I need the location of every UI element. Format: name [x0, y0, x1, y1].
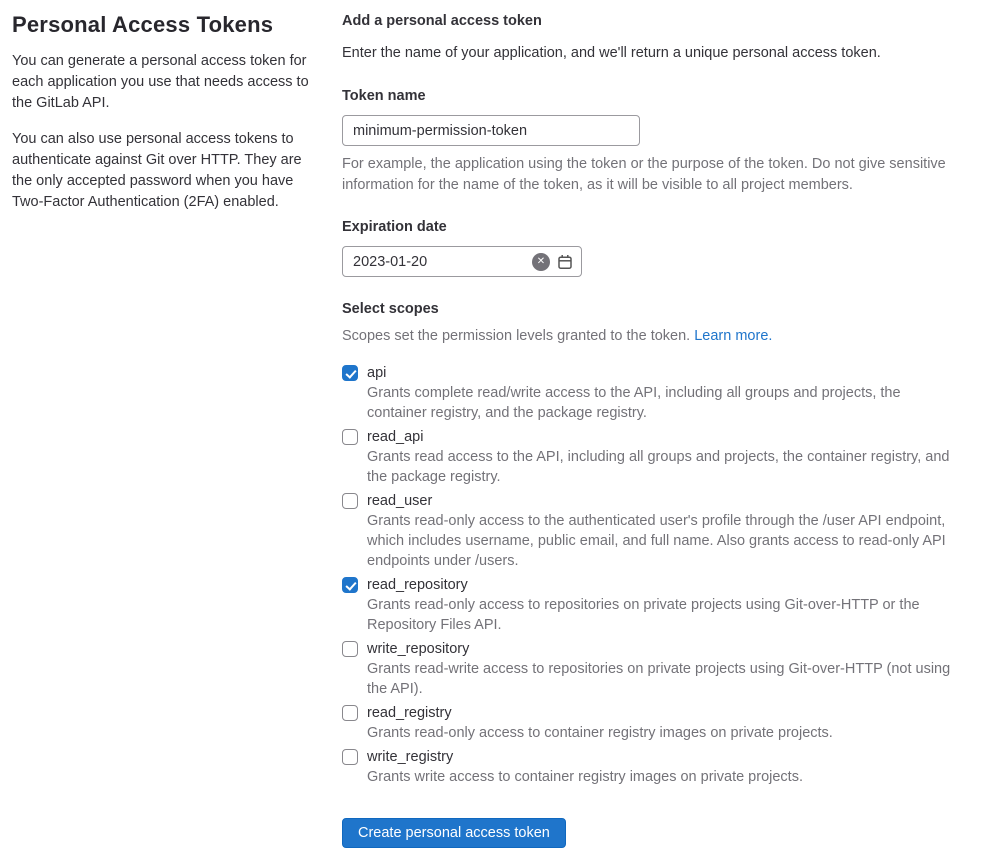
- calendar-icon[interactable]: [557, 254, 573, 270]
- scope-description: Grants write access to container registry images on private projects.: [367, 769, 803, 785]
- scope-row-read-user[interactable]: [342, 491, 963, 511]
- scopes-list: [342, 363, 963, 787]
- scope-item-write-registry: [342, 747, 963, 787]
- checkbox-api[interactable]: [342, 365, 358, 381]
- checkbox-write-repository[interactable]: [342, 641, 358, 657]
- scope-item-write-repository: [342, 639, 963, 699]
- scope-row-write-registry[interactable]: [342, 747, 963, 767]
- checkbox-read-registry[interactable]: [342, 705, 358, 721]
- intro-paragraph-2: You can also use personal access tokens to authenticate against Git over HTTP. They are the only accepted password when you have Two-Factor Authentication (2FA) enabled.: [12, 131, 302, 210]
- scope-name: write_repository: [367, 641, 470, 657]
- checkbox-read-user[interactable]: [342, 493, 358, 509]
- page-title: Personal Access Tokens: [12, 12, 274, 37]
- scope-row-api[interactable]: [342, 363, 963, 383]
- scope-item-read-repository: [342, 575, 963, 635]
- token-form: [342, 10, 963, 848]
- scope-row-read-registry[interactable]: [342, 703, 963, 723]
- scopes-hint: [342, 326, 963, 347]
- expiration-date-input[interactable]: [343, 254, 532, 270]
- scope-name: api: [367, 365, 387, 381]
- scope-name: read_api: [367, 429, 424, 445]
- scope-description: Grants read access to the API, including all groups and projects, the container registry, and the package registry.: [367, 449, 950, 485]
- scope-description: Grants read-only access to container registry images on private projects.: [367, 725, 833, 741]
- scope-description: Grants read-write access to repositories on private projects using Git-over-HTTP (not using the API).: [367, 661, 951, 697]
- scopes-hint-text: Scopes set the permission levels granted to the token.: [342, 328, 691, 344]
- scope-description: Grants read-only access to repositories on private projects using Git-over-HTTP or the Repository Files API.: [367, 597, 920, 633]
- scope-name: read_repository: [367, 577, 468, 593]
- scope-row-read-api[interactable]: [342, 427, 963, 447]
- intro-paragraph-1: You can generate a personal access token for each application you use that needs access to the GitLab API.: [12, 53, 309, 111]
- scope-item-read-registry: [342, 703, 963, 743]
- scope-description: Grants complete read/write access to the API, including all groups and projects, the container registry, and the package registry.: [367, 385, 901, 421]
- select-scopes-label: Select scopes: [342, 301, 439, 317]
- form-heading: Add a personal access token: [342, 13, 542, 29]
- form-description: Enter the name of your application, and we'll return a unique personal access token.: [342, 45, 881, 61]
- scope-row-read-repository[interactable]: [342, 575, 963, 595]
- scope-name: read_registry: [367, 705, 452, 721]
- clear-date-icon[interactable]: ✕: [532, 253, 550, 271]
- scope-item-read-user: [342, 491, 963, 571]
- scope-item-read-api: [342, 427, 963, 487]
- create-token-button[interactable]: Create personal access token: [342, 818, 566, 848]
- checkbox-read-repository[interactable]: [342, 577, 358, 593]
- learn-more-link[interactable]: Learn more.: [694, 328, 773, 344]
- token-name-hint: For example, the application using the token or the purpose of the token. Do not give sensitive information for the name of the token, as it will be visible to all project members.: [342, 156, 946, 193]
- token-name-label: Token name: [342, 88, 426, 104]
- scope-name: write_registry: [367, 749, 454, 765]
- scope-row-write-repository[interactable]: [342, 639, 963, 659]
- expiration-date-label: Expiration date: [342, 219, 447, 235]
- token-name-input[interactable]: [342, 115, 640, 146]
- scope-name: read_user: [367, 493, 433, 509]
- scope-description: Grants read-only access to the authenticated user's profile through the /user API endpoint, which includes username, public email, and full name. Also grants access to read-only API endpoints under /users.: [367, 513, 946, 569]
- checkbox-write-registry[interactable]: [342, 749, 358, 765]
- expiration-date-field: [342, 246, 582, 277]
- scope-item-api: [342, 363, 963, 423]
- checkbox-read-api[interactable]: [342, 429, 358, 445]
- intro-section: [12, 10, 315, 228]
